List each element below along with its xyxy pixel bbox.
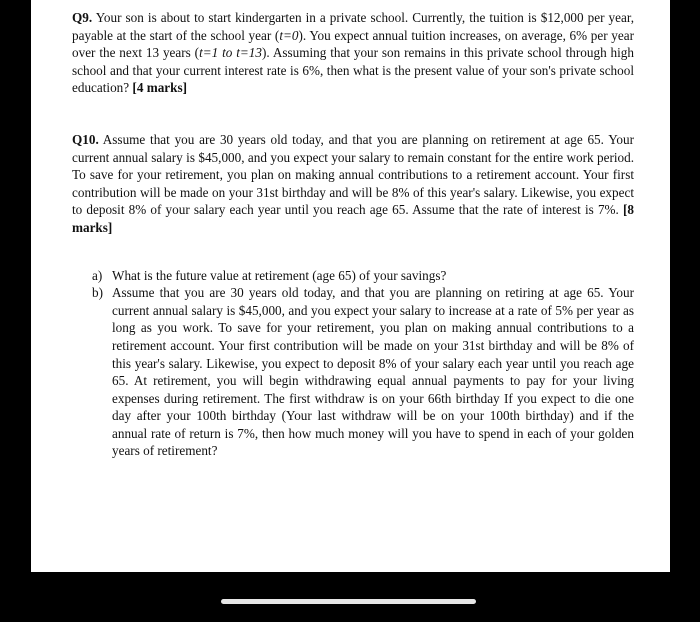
document-page xyxy=(31,0,670,572)
part-text: Assume that you are 30 years old today, and that you are planning on retiring at age 65. Your current annual salary is $45,000, and you expect your salary to increase at a rate of 5% per year as long as you work. To save for your retirement, you plan on making annual contributions to a retirement account. Your first contribution will be made on your 31st birthday and will be 8% of this year's salary. Likewise, you expect to deposit 8% of your salary each year until you reach age 65. At retirement, you will begin withdrawing equal annual payments to pay for your living expenses during retirement. The first withdraw is on your 66th birthday If you expect to die one day after your 100th birthday (Your last withdraw will be on your 100th birthday) and if the annual rate of return is 7%, then how much money will you have to spend in each of your golden years of retirement? xyxy=(112,285,634,459)
home-indicator-bar[interactable] xyxy=(221,599,476,604)
question-10-marks: [8 marks] xyxy=(72,202,634,235)
question-9-t-range: t=1 to t=13 xyxy=(199,45,262,61)
question-9-t0: t=0 xyxy=(279,27,299,43)
question-9-text-2: ). You expect annual tuition increases, on average, 6% per year over the next 13 years ( xyxy=(72,27,634,61)
document-body xyxy=(72,9,634,460)
part-label: b) xyxy=(92,285,103,301)
question-10-parts xyxy=(72,267,634,461)
question-10-part-b xyxy=(72,284,634,460)
question-9-marks: [4 marks] xyxy=(132,80,187,96)
question-10-text: Assume that you are 30 years old today, and that you are planning on retirement at age 65. Your current annual salary is $45,000, and you expect your salary to remain constant for the entire work period. To save for your retirement, you plan on making annual contributions to a retirement account. Your first contribution will be made on your 31st birthday and will be 8% of this year's salary. Likewise, you expect to deposit 8% of your salary each year until you reach age 65. Assume that the rate of interest is 7%. xyxy=(72,131,634,218)
question-10-number: Q10. xyxy=(72,131,99,147)
question-10 xyxy=(72,131,634,237)
question-9-text-1: Your son is about to start kindergarten in a private school. Currently, the tuition is $12,000 per year, payable at the start of the school year ( xyxy=(72,10,634,43)
part-text: What is the future value at retirement (age 65) of your savings? xyxy=(112,267,447,283)
question-10-part-a xyxy=(72,267,634,285)
question-9 xyxy=(72,9,634,97)
question-9-text-3: ). Assuming that your son remains in this private school through high school and that your current interest rate is 6%, then what is the present value of your son's private school education? xyxy=(72,45,634,96)
part-label: a) xyxy=(92,267,103,283)
question-9-number: Q9. xyxy=(72,10,93,25)
